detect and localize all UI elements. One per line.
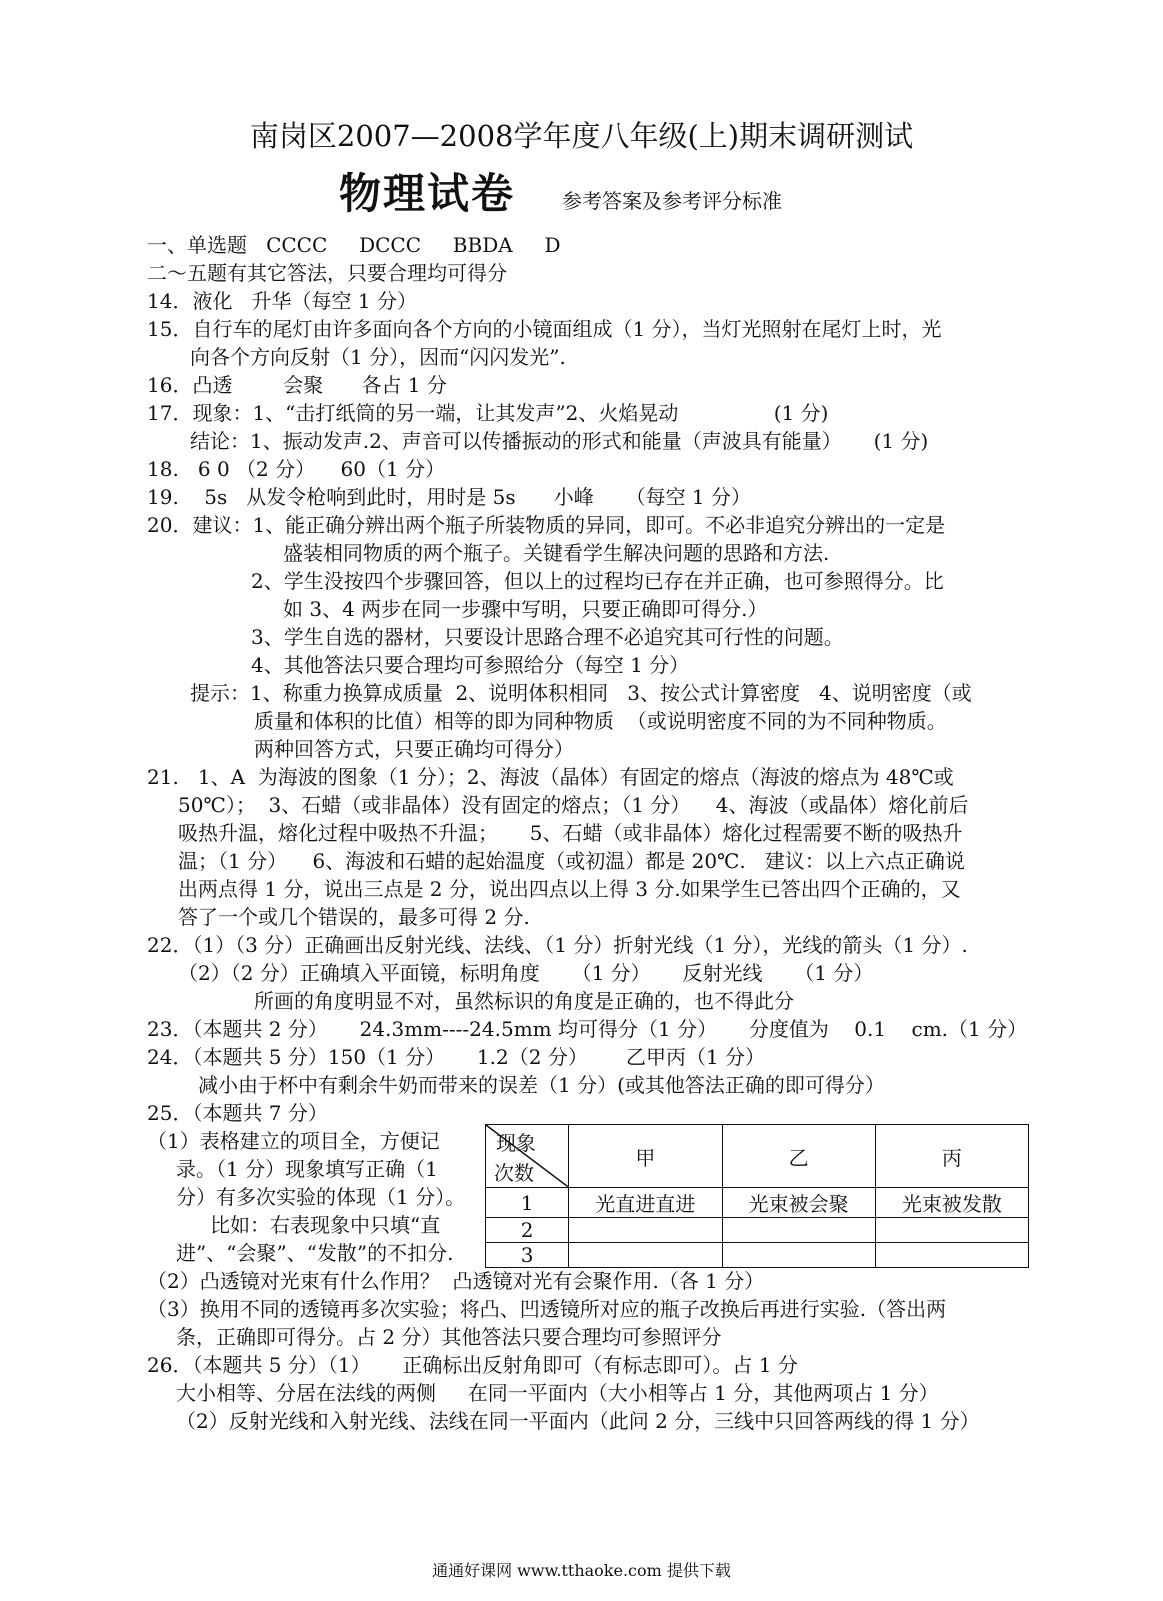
table-corner-cell [486, 1125, 569, 1188]
table-cell: 光直进直进 [569, 1188, 722, 1218]
table-cell [569, 1243, 722, 1268]
table-column-header: 丙 [875, 1125, 1028, 1188]
answer-line: 26．（本题共 5 分）（1） 正确标出反射角即可（有标志即可）。占 1 分 [147, 1353, 798, 1377]
answer-line: 比如：右表现象中只填“直 [210, 1213, 441, 1237]
table-cell: 1 [486, 1188, 569, 1218]
corner-label-top: 现象 [496, 1131, 536, 1155]
table-cell: 光束被会聚 [722, 1188, 875, 1218]
table-row [486, 1218, 1029, 1243]
answer-line: 25．（本题共 7 分） [147, 1101, 328, 1125]
answer-line: 质量和体积的比值）相等的即为同种物质 （或说明密度不同的为不同种物质。 [254, 709, 947, 733]
answer-line: 24．（本题共 5 分）150（1 分） 1.2（2 分） 乙甲丙（1 分） [147, 1045, 766, 1069]
table-cell [722, 1243, 875, 1268]
answer-line: 22．（1）（3 分）正确画出反射光线、法线、（1 分）折射光线（1 分），光线的箭头（1 分）. [147, 933, 968, 957]
answer-line: 3、学生自选的器材，只要设计思路合理不必追究其可行性的问题。 [251, 625, 844, 649]
answer-line: 两种回答方式，只要正确均可得分） [254, 737, 574, 761]
answer-line: 14．液化 升华（每空 1 分） [147, 289, 417, 313]
answer-line: 盛装相同物质的两个瓶子。关键看学生解决问题的思路和方法. [283, 541, 830, 565]
table-cell [569, 1218, 722, 1243]
table-cell [722, 1218, 875, 1243]
table-cell: 2 [486, 1218, 569, 1243]
answer-line: 2、学生没按四个步骤回答，但以上的过程均已存在并正确，也可参照得分。比 [251, 569, 944, 593]
subject-heading: 物理试卷 [339, 169, 516, 218]
document-subtitle: 参考答案及参考评分标准 [562, 189, 782, 213]
answer-line: （1）表格建立的项目全，方便记 [147, 1129, 440, 1153]
table-cell [875, 1218, 1028, 1243]
answer-line: 19. 5s 从发令枪响到此时，用时是 5s 小峰 （每空 1 分） [147, 485, 752, 509]
answer-line: 分）有多次实验的体现（1 分）。 [176, 1185, 466, 1209]
page-footer: 通通好课网 www.tthaoke.com 提供下载 [432, 1561, 731, 1580]
answer-line: 结论：1、振动发声.2、声音可以传播振动的形式和能量（声波具有能量） (1 分) [190, 429, 929, 453]
answer-line: 进”、“会聚”、“发散”的不扣分. [176, 1241, 454, 1265]
answer-line: 21. 1、A 为海波的图象（1 分）；2、海波（晶体）有固定的熔点（海波的熔点为 48℃或 [147, 765, 954, 789]
answer-line: 16．凸透 会聚 各占 1 分 [147, 373, 447, 397]
answer-line: 二～五题有其它答法，只要合理均可得分 [147, 261, 507, 285]
table-row [486, 1188, 1029, 1218]
answer-line: （3）换用不同的透镜再多次实验；将凸、凹透镜所对应的瓶子改换后再进行实验.（答出两 [147, 1297, 947, 1321]
answer-line: 如 3、4 两步在同一步骤中写明，只要正确即可得分.） [283, 597, 768, 621]
table-cell [875, 1243, 1028, 1268]
answer-line: 18. 6 0 （2 分） 60（1 分） [147, 457, 446, 481]
answer-line: 条，正确即可得分。占 2 分）其他答法只要合理均可参照评分 [176, 1325, 722, 1349]
table-row [486, 1243, 1029, 1268]
answer-line: 15．自行车的尾灯由许多面向各个方向的小镜面组成（1 分），当灯光照射在尾灯上时，光 [147, 317, 942, 341]
answer-line: 向各个方向反射（1 分），因而“闪闪发光”. [190, 345, 566, 369]
answer-line: 大小相等、分居在法线的两侧 在同一平面内（大小相等占 1 分，其他两项占 1 分） [176, 1381, 939, 1405]
answer-line: 一、单选题 CCCC DCCC BBDA D [147, 233, 561, 257]
answer-line: 温；（1 分） 6、海波和石蜡的起始温度（或初温）都是 20℃. 建议：以上六点正确说 [178, 849, 965, 873]
answer-line: 20．建议：1、能正确分辨出两个瓶子所装物质的异同，即可。不必非追究分辨出的一定是 [147, 513, 946, 537]
answer-line: （2）凸透镜对光束有什么作用？ 凸透镜对光有会聚作用.（各 1 分） [147, 1269, 765, 1293]
answer-line: 出两点得 1 分，说出三点是 2 分，说出四点以上得 3 分.如果学生已答出四个正确的，又 [178, 877, 961, 901]
observation-table [485, 1124, 1029, 1268]
answer-line: 17．现象：1、“击打纸筒的另一端，让其发声”2、火焰晃动 (1 分) [147, 401, 829, 425]
answer-line: 答了一个或几个错误的，最多可得 2 分. [178, 905, 530, 929]
answer-line: 23．（本题共 2 分） 24.3mm----24.5mm 均可得分（1 分） 分度值为 0.1 cm.（1 分） [147, 1017, 1028, 1041]
answer-line: （2）反射光线和入射光线、法线在同一平面内（此问 2 分，三线中只回答两线的得 1 分） [176, 1409, 980, 1433]
answer-line: 吸热升温，熔化过程中吸热不升温； 5、石蜡（或非晶体）熔化过程需要不断的吸热升 [178, 821, 963, 845]
answer-line: 提示：1、称重力换算成质量 2、说明体积相同 3、按公式计算密度 4、说明密度（或 [190, 681, 972, 705]
table-column-header: 甲 [569, 1125, 722, 1188]
table-cell: 3 [486, 1243, 569, 1268]
document-title: 南岗区2007—2008学年度八年级(上)期末调研测试 [249, 119, 914, 153]
table-column-header: 乙 [722, 1125, 875, 1188]
answer-line: 录。（1 分）现象填写正确（1 [176, 1157, 438, 1181]
answer-line: （2）（2 分）正确填入平面镜，标明角度 （1 分） 反射光线 （1 分） [178, 961, 874, 985]
answer-line: 4、其他答法只要合理均可参照给分（每空 1 分） [251, 653, 690, 677]
answer-line: 50℃）； 3、石蜡（或非晶体）没有固定的熔点；（1 分） 4、海波（或晶体）熔化前后 [178, 793, 969, 817]
table-header-row [486, 1125, 1029, 1188]
answer-line: 减小由于杯中有剩余牛奶而带来的误差（1 分）(或其他答法正确的即可得分） [198, 1073, 885, 1097]
answer-line: 所画的角度明显不对，虽然标识的角度是正确的，也不得此分 [254, 989, 794, 1013]
corner-label-bottom: 次数 [494, 1161, 534, 1185]
table-cell: 光束被发散 [875, 1188, 1028, 1218]
